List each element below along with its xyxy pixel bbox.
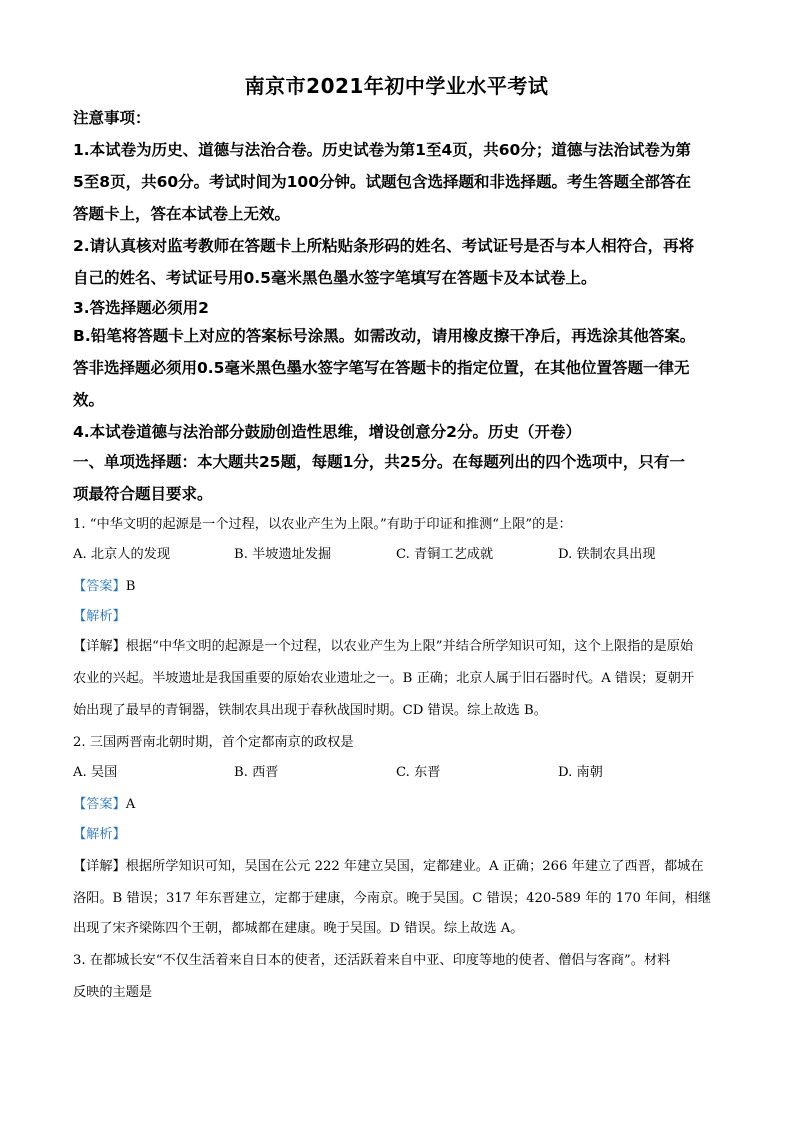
q1-option-a: A. 北京人的发现	[73, 547, 171, 562]
notice-line: 3.答选择题必须用2	[73, 299, 209, 317]
q1-analysis-tag: 【解析】	[73, 609, 126, 624]
notice-line: 1.本试卷为历史、道德与法治合卷。历史试卷为第1至4页，共60分；道德与法治试卷为第	[73, 141, 691, 159]
q1-option-d: D. 铁制农具出现	[558, 547, 656, 562]
answer-value: A	[125, 797, 136, 812]
q2-option-c: C. 东晋	[396, 765, 441, 780]
question-3-stem: 3. 在都城长安“不仅生活着来自日本的使者，还活跃着来自中亚、印度等地的使者、僧侣与客商”。材料	[73, 953, 671, 968]
answer-tag: 【答案】	[73, 797, 126, 812]
question-3-stem: 反映的主题是	[73, 985, 153, 1000]
notice-heading: 注意事项：	[73, 109, 151, 127]
answer-value: B	[125, 579, 136, 594]
q2-option-b: B. 西晋	[234, 765, 279, 780]
page-title: 南京市2021年初中学业水平考试	[244, 74, 549, 98]
notice-line: 答非选择题必须用0.5毫米黑色墨水签字笔写在答题卡的指定位置，在其他位置答题一律无	[73, 359, 690, 377]
notice-line: 2.请认真核对监考教师在答题卡上所粘贴条形码的姓名、考试证号是否与本人相符合，再将	[73, 237, 695, 255]
q2-option-a: A. 吴国	[73, 765, 118, 780]
q2-analysis-tag: 【解析】	[73, 827, 126, 842]
q1-detail-line: 农业的兴起。半坡遗址是我国重要的原始农业遗址之一。B 正确；北京人属于旧石器时代。A 错误；夏朝开	[73, 671, 695, 686]
q1-answer	[73, 578, 733, 596]
q2-answer	[73, 796, 733, 814]
q1-option-c: C. 青铜工艺成就	[396, 547, 494, 562]
q2-detail-line: 洛阳。B 错误；317 年东晋建立，定都于建康，今南京。晚于吴国。C 错误；420-589 年的 170 年间，相继	[73, 891, 712, 906]
answer-tag: 【答案】	[73, 579, 126, 594]
notice-line: 5至8页，共60分。考试时间为100分钟。试题包含选择题和非选择题。考生答题全部答在	[73, 173, 691, 191]
q2-detail-line: 出现了宋齐梁陈四个王朝，都城都在建康。晚于吴国。D 错误。综上故选 A。	[73, 921, 524, 936]
section-heading: 一、单项选择题：本大题共25题，每题1分，共25分。在每题列出的四个选项中，只有一	[73, 453, 685, 471]
section-heading: 项最符合题目要求。	[73, 485, 213, 503]
q1-option-b: B. 半坡遗址发掘	[234, 547, 332, 562]
notice-line: 效。	[73, 391, 105, 409]
question-1-stem: 1. “中华文明的起源是一个过程，以农业产生为上限。”有助于印证和推测“上限”的是：	[73, 517, 572, 532]
q1-detail-line: 【详解】根据“中华文明的起源是一个过程，以农业产生为上限”并结合所学知识可知，这个上限指的是原始	[73, 639, 694, 654]
q2-detail-line: 【详解】根据所学知识可知，吴国在公元 222 年建立吴国，定都建业。A 正确；266 年建立了西晋，都城在	[73, 859, 704, 874]
question-2-stem: 2. 三国两晋南北朝时期，首个定都南京的政权是	[73, 735, 354, 750]
notice-line: B.铅笔将答题卡上对应的答案标号涂黑。如需改动，请用橡皮擦干净后，再选涂其他答案。	[73, 327, 696, 345]
q1-detail-line: 始出现了最早的青铜器，铁制农具出现于春秋战国时期。CD 错误。综上故选 B。	[73, 703, 547, 718]
notice-line: 自己的姓名、考试证号用0.5毫米黑色墨水签字笔填写在答题卡及本试卷上。	[73, 269, 597, 287]
notice-line: 答题卡上，答在本试卷上无效。	[73, 205, 291, 223]
notice-line: 4.本试卷道德与法治部分鼓励创造性思维，增设创意分2分。历史（开卷）	[73, 423, 581, 441]
q2-option-d: D. 南朝	[558, 765, 603, 780]
